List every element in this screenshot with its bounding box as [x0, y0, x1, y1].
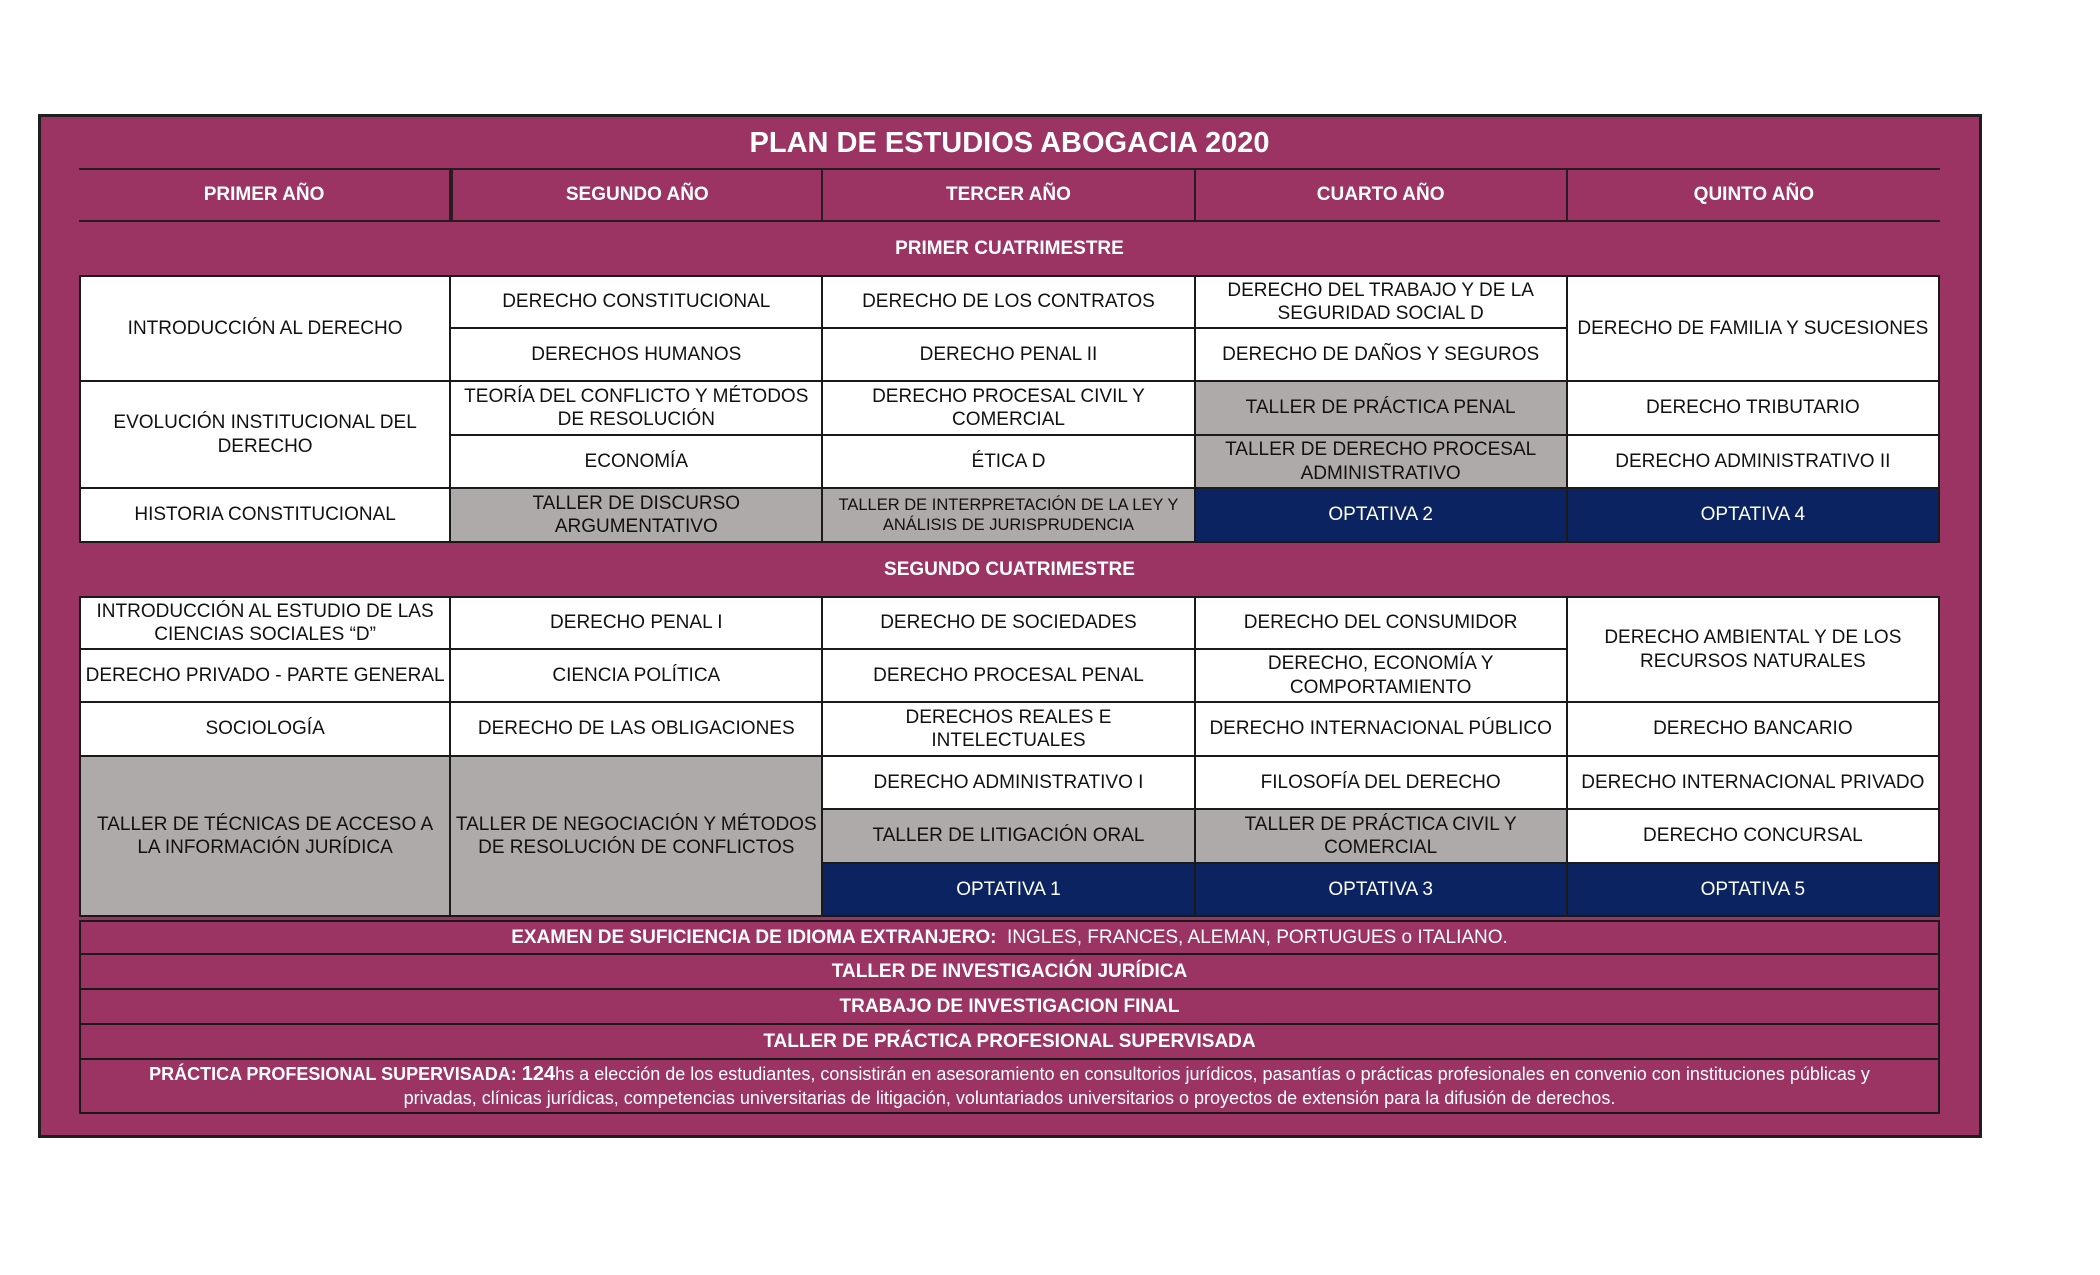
optativa-cell: OPTATIVA 5 — [1568, 864, 1940, 917]
subject-cell: DERECHO CONSTITUCIONAL — [451, 275, 823, 329]
workshop-cell: TALLER DE NEGOCIACIÓN Y MÉTODOS DE RESOLUCIÓN DE CONFLICTOS — [451, 757, 823, 917]
subject-cell: DERECHO DE DAÑOS Y SEGUROS — [1196, 329, 1568, 382]
subject-cell: DERECHO BANCARIO — [1568, 703, 1940, 757]
optativa-cell: OPTATIVA 1 — [823, 864, 1195, 917]
subject-cell: DERECHO DE LAS OBLIGACIONES — [451, 703, 823, 757]
language-exam-band — [79, 920, 1940, 955]
language-exam-label: EXAMEN DE SUFICIENCIA DE IDIOMA EXTRANJERO: — [511, 926, 997, 948]
subject-cell: DERECHOS HUMANOS — [451, 329, 823, 382]
supervised-practice-text-1: hs a elección de los estudiantes, consistirán en asesoramiento en consultorios jurídicos, pasantías o prácticas profesionales en convenio con instituciones públicas y — [555, 1064, 1870, 1085]
page-title: PLAN DE ESTUDIOS ABOGACIA 2020 — [749, 127, 1270, 159]
final-work-band — [79, 990, 1940, 1025]
subject-cell: INTRODUCCIÓN AL DERECHO — [79, 275, 451, 382]
subject-cell: DERECHO PROCESAL CIVIL Y COMERCIAL — [823, 382, 1195, 436]
final-work-label: TRABAJO DE INVESTIGACION FINAL — [839, 995, 1180, 1017]
subject-cell: DERECHO DEL TRABAJO Y DE LA SEGURIDAD SOCIAL D — [1196, 275, 1568, 329]
language-exam-value: INGLES, FRANCES, ALEMAN, PORTUGUES o ITALIANO. — [1007, 926, 1508, 948]
year-header-2: SEGUNDO AÑO — [451, 168, 823, 222]
optativa-cell: OPTATIVA 4 — [1568, 489, 1940, 543]
subject-cell: DERECHO ADMINISTRATIVO I — [823, 757, 1195, 810]
subject-cell: DERECHO PROCESAL PENAL — [823, 650, 1195, 703]
workshop-cell: TALLER DE PRÁCTICA CIVIL Y COMERCIAL — [1196, 810, 1568, 864]
research-workshop-label: TALLER DE INVESTIGACIÓN JURÍDICA — [831, 960, 1188, 982]
subject-cell: INTRODUCCIÓN AL ESTUDIO DE LAS CIENCIAS SOCIALES “D” — [79, 596, 451, 650]
subject-cell: TEORÍA DEL CONFLICTO Y MÉTODOS DE RESOLUCIÓN — [451, 382, 823, 436]
supervised-practice-hours: 124 — [521, 1063, 556, 1086]
subject-cell: DERECHO INTERNACIONAL PRIVADO — [1568, 757, 1940, 810]
requirements-bands — [79, 920, 1940, 1114]
supervised-practice-label: PRÁCTICA PROFESIONAL SUPERVISADA — [149, 1064, 511, 1085]
subject-cell: DERECHO DE FAMILIA Y SUCESIONES — [1568, 275, 1940, 382]
year-header-3: TERCER AÑO — [823, 168, 1195, 222]
subject-cell: DERECHO PENAL II — [823, 329, 1195, 382]
subject-cell: DERECHO ADMINISTRATIVO II — [1568, 436, 1940, 489]
subject-cell: FILOSOFÍA DEL DERECHO — [1196, 757, 1568, 810]
workshop-cell: TALLER DE PRÁCTICA PENAL — [1196, 382, 1568, 436]
subject-cell: CIENCIA POLÍTICA — [451, 650, 823, 703]
curriculum-grid — [79, 168, 1940, 971]
practice-workshop-band — [79, 1025, 1940, 1060]
workshop-cell: TALLER DE LITIGACIÓN ORAL — [823, 810, 1195, 864]
supervised-practice-band: PRÁCTICA PROFESIONAL SUPERVISADA: 124hs a elección de los estudiantes, consistirán en asesoramiento en consultorios jurídicos, pasantías o prácticas profesionales en convenio con instituciones públicas y privadas, clínicas jurídicas, competencias universitarias de litigación, voluntariados universitarios o proyectos de extensión para la difusión de derechos. — [79, 1060, 1940, 1114]
optativa-cell: OPTATIVA 2 — [1196, 489, 1568, 543]
workshop-cell: TALLER DE TÉCNICAS DE ACCESO A LA INFORMACIÓN JURÍDICA — [79, 757, 451, 917]
section-primer-cuatrimestre: PRIMER CUATRIMESTRE — [79, 222, 1940, 275]
subject-cell: ECONOMÍA — [451, 436, 823, 489]
supervised-practice-text-2: privadas, clínicas jurídicas, competencias universitarias de litigación, voluntariados universitarios o proyectos de extensión para la difusión de derechos. — [403, 1088, 1616, 1109]
subject-cell: DERECHO DE SOCIEDADES — [823, 596, 1195, 650]
year-header-1: PRIMER AÑO — [79, 168, 451, 222]
workshop-cell: TALLER DE DISCURSO ARGUMENTATIVO — [451, 489, 823, 543]
workshop-cell: TALLER DE INTERPRETACIÓN DE LA LEY Y ANÁLISIS DE JURISPRUDENCIA — [823, 489, 1195, 543]
year-header-5: QUINTO AÑO — [1568, 168, 1940, 222]
subject-cell: DERECHOS REALES E INTELECTUALES — [823, 703, 1195, 757]
research-workshop-band — [79, 955, 1940, 990]
subject-cell: DERECHO PRIVADO - PARTE GENERAL — [79, 650, 451, 703]
subject-cell: DERECHO TRIBUTARIO — [1568, 382, 1940, 436]
optativa-cell: OPTATIVA 3 — [1196, 864, 1568, 917]
subject-cell: EVOLUCIÓN INSTITUCIONAL DEL DERECHO — [79, 382, 451, 489]
subject-cell: DERECHO, ECONOMÍA Y COMPORTAMIENTO — [1196, 650, 1568, 703]
subject-cell: DERECHO CONCURSAL — [1568, 810, 1940, 864]
practice-workshop-label: TALLER DE PRÁCTICA PROFESIONAL SUPERVISADA — [763, 1030, 1256, 1052]
subject-cell: HISTORIA CONSTITUCIONAL — [79, 489, 451, 543]
subject-cell: DERECHO DE LOS CONTRATOS — [823, 275, 1195, 329]
section-segundo-cuatrimestre: SEGUNDO CUATRIMESTRE — [79, 543, 1940, 596]
subject-cell: DERECHO AMBIENTAL Y DE LOS RECURSOS NATURALES — [1568, 596, 1940, 703]
workshop-cell: TALLER DE DERECHO PROCESAL ADMINISTRATIVO — [1196, 436, 1568, 489]
subject-cell: DERECHO DEL CONSUMIDOR — [1196, 596, 1568, 650]
subject-cell: DERECHO PENAL I — [451, 596, 823, 650]
year-header-4: CUARTO AÑO — [1196, 168, 1568, 222]
subject-cell: ÉTICA D — [823, 436, 1195, 489]
subject-cell: DERECHO INTERNACIONAL PÚBLICO — [1196, 703, 1568, 757]
subject-cell: SOCIOLOGÍA — [79, 703, 451, 757]
